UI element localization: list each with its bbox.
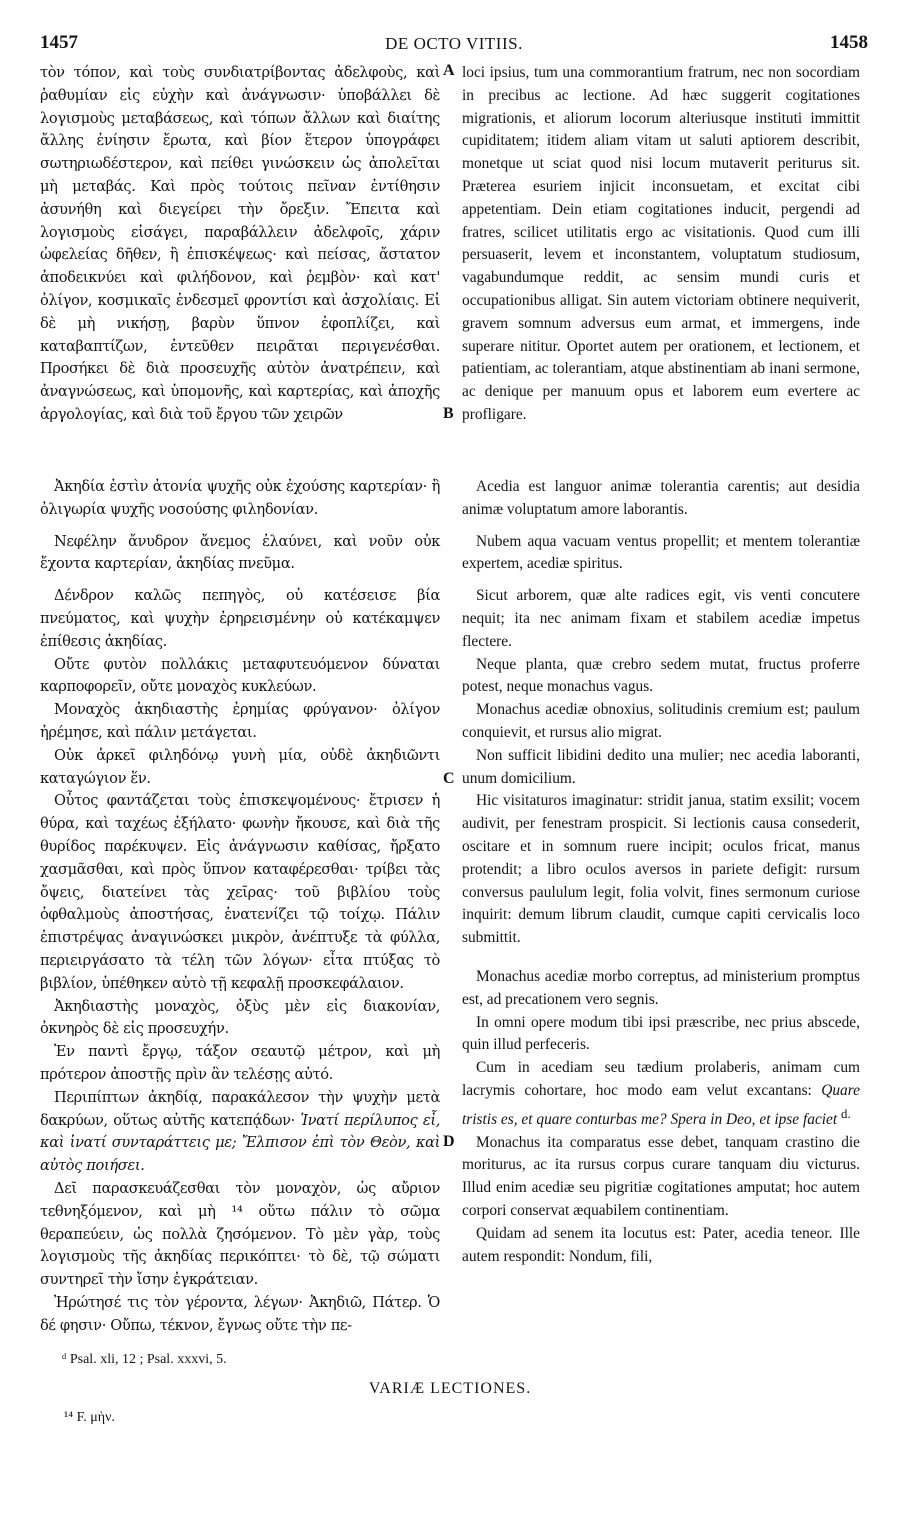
latin-saying-7: Hic visitaturos imaginatur: stridit janua, statim exsilit; vocem audivit, per fenestram prospicit. Si lectionis causa consederit, oscitare et in somnum ruere incipit; oculos fricat, manus protendit; a libro oculos aversos in pariete defigit: rursum conversus paululum legit, folia volvit, fines sermonum curiose inquirit: demum librum claudit, cumque capiti cervicalis loco submittit. xyxy=(462,792,860,947)
latin-saying-2: Nubem aqua vacuam ventus propellit; et mentem tolerantiæ expertem, acediæ spiritus. xyxy=(462,532,860,573)
page-number-left: 1457 xyxy=(40,32,78,53)
latin-saying-1: Acedia est languor animæ tolerantia carentis; aut desidia animæ voluptatum amore laborantis. xyxy=(462,478,860,518)
page-number-right: 1458 xyxy=(830,32,868,53)
greek-saying-10-quote: Ἱνατί περίλυπος εἶ, καὶ ἱνατί συνταράττεις με; Ἔλπισον ἐπὶ τὸν Θεὸν, καὶ αὐτὸς ποιήσει. xyxy=(40,1111,441,1175)
latin-saying-4: Neque planta, quæ crebro sedem mutat, fructus proferre potest, neque monachus vagus. xyxy=(462,655,860,696)
latin-column-intro xyxy=(462,62,860,427)
greek-saying-10-text: Περιπίπτων ἀκηδίᾳ, παρακάλεσον τὴν ψυχὴν μετὰ δακρύων, οὕτως αὐτῆς κατεπᾴδων· xyxy=(40,1088,440,1129)
greek-saying-2: Νεφέλην ἄνυδρον ἄνεμος ἐλαύνει, καὶ νοῦν οὐκ ἔχοντα καρτερίαν, ἀκηδίας πνεῦμα. xyxy=(40,532,440,573)
latin-saying-3: Sicut arborem, quæ alte radices egit, vis venti concutere nequit; ita nec animam fixam et stabilem acediæ impetus flectere. xyxy=(462,587,860,650)
running-title: DE OCTO VITIIS. xyxy=(385,34,523,53)
greek-column-intro xyxy=(40,62,440,427)
greek-saying-7: Οὗτος φαντάζεται τοὺς ἐπισκεψομένους· ἔτρισεν ἡ θύρα, καὶ ταχέως ἐξήλατο· φωνὴν ἤκουσε, καὶ διὰ τῆς θυρίδος παρέκυψεν. Εἰς ἀνάγνωσιν καθίσας, ἤρξατο χασμᾶσθαι, καὶ πρὸς ὕπνον καταφέρεσθαι· τρίβει τὰς ὄψεις, διατείνει τὰς χεῖρας· τοῦ βιβλίου τοὺς ὀφθαλμοὺς ἀποστήσας, ἐνατενίζει τῷ τοίχῳ. Πάλιν ἐπιστρέψας ἀναγινώσκει μικρὸν, ἀνέπτυξε τὰ φύλλα, περιειργάσατο τὰ τέλη τῶν λόγων· εἶτα πτύξας τὸ βιβλίον, ὑπέθηκεν αὐτὸ τῇ κεφαλῇ προσκεφάλαιον. xyxy=(40,792,440,992)
greek-saying-12: Ἠρώτησέ τις τὸν γέροντα, λέγων· Ἀκηδιῶ, Πάτερ. Ὁ δέ φησιν· Οὔπω, τέκνον, ἔγνως οὔτε τὴν πε- xyxy=(40,1293,440,1334)
latin-saying-10 xyxy=(462,1057,860,1132)
variant-reading-note: ¹⁴ F. μὴν. xyxy=(64,1410,115,1425)
latin-saying-6: Non sufficit libidini dedito una mulier; nec acedia laboranti, unum domicilium. xyxy=(462,746,860,787)
greek-saying-10 xyxy=(40,1087,440,1178)
margin-letter-c: C xyxy=(443,770,455,787)
latin-column-sayings xyxy=(462,476,860,1268)
latin-saying-9: In omni opere modum tibi ipsi præscribe, nec prius abscede, quin illud perfeceris. xyxy=(462,1013,860,1054)
latin-saying-11: Monachus ita comparatus esse debet, tanquam crastino die moriturus, ac ita rursus corpus curare tanquam diu victurus. Illud enim acediæ seu pigritiæ cogitationes amputat; hoc autem corpori conservat æquabilem continentiam. xyxy=(462,1133,860,1220)
latin-saying-10-quote: Quare tristis es, et quare conturbas me? Spera in Deo, et ipse faciet xyxy=(462,1081,860,1128)
greek-saying-9: Ἐν παντὶ ἔργῳ, τάξον σεαυτῷ μέτρον, καὶ μὴ πρότερον ἀποστῇς πρὶν ἂν τελέσῃς αὐτό. xyxy=(40,1043,440,1083)
footnote-marker-d: d. xyxy=(841,1106,851,1121)
running-head xyxy=(40,32,868,56)
greek-saying-11: Δεῖ παρασκευάζεσθαι τὸν μοναχὸν, ὡς αὔριον τεθνηξόμενον, καὶ μὴ ¹⁴ οὕτω πάλιν τὸ σῶμα θεραπεύειν, ὡς πολλὰ ζησόμενον. Τὸ μὲν γὰρ, τοὺς λογισμοὺς τῆς ἀκηδίας περικόπτει· τὸ δὲ, τῷ σώματι συντηρεῖ τὴν ἴσην ἐγκράτειαν. xyxy=(40,1179,440,1289)
latin-paragraph: loci ipsius, tum una commorantium fratrum, nec non socordiam in precibus ac lectione. Ad hæc suggerit cogitationes migrationis, et aliorum locorum alteriusque instituti immittit cupiditatem; itidem aliam vitam ut saluti aptiorem describit, monetque ut sciat quod nisi locum mutaverit periturus sit. Præterea esuriem injicit inconsuetam, et excitat cibi appetentiam. Dein etiam cogitationes inducit, pergendi ad fratres, scilicet utilitatis ergo ac visitationis. Quod cum illi persuaserit, levem et inconstantem, voluptatum studiosum, vagabundumque reddit, ac sensim mundi curis et occupationibus alligat. Sin autem victoriam obtinere nequiverit, gravem somnum adversus eum armat, et immergens, inde superare nititur. Oportet autem per orationem, et lectionem, et patientiam, ac tolerantiam, atque abstinentiam ab inani sermone, ac denique per manuum opus et laborem eum evertere ac profligare. xyxy=(462,64,860,423)
variae-lectiones-heading: VARIÆ LECTIONES. xyxy=(368,1380,532,1397)
margin-letter-d: D xyxy=(443,1133,455,1150)
greek-saying-8: Ἀκηδιαστὴς μοναχὸς, ὀξὺς μὲν εἰς διακονίαν, ὀκνηρὸς δὲ εἰς προσευχήν. xyxy=(40,997,440,1038)
greek-saying-1: Ἀκηδία ἐστὶν ἀτονία ψυχῆς οὐκ ἐχούσης καρτερίαν· ἢ ὀλιγωρία ψυχῆς νοσούσης φιληδονίαν. xyxy=(40,478,440,518)
latin-saying-5: Monachus acediæ obnoxius, solitudinis cremium est; paulum conquievit, et rursus alio migrat. xyxy=(462,701,860,741)
greek-saying-3: Δένδρον καλῶς πεπηγὸς, οὐ κατέσεισε βία πνεύματος, καὶ ψυχὴν ἐρηρεισμένην οὐ κατέκαμψεν ἐπίθεσις ἀκηδίας. xyxy=(40,587,440,650)
margin-letter-a: A xyxy=(443,62,455,79)
greek-saying-6: Οὐκ ἀρκεῖ φιληδόνῳ γυνὴ μία, οὐδὲ ἀκηδιῶντι καταγώγιον ἕν. xyxy=(40,746,440,787)
footnote: ᵈ Psal. xli, 12 ; Psal. xxxvi, 5. xyxy=(62,1352,227,1367)
latin-saying-10-text: Cum in acediam seu tædium prolaberis, animam cum lacrymis cohortare, hoc modo eam velut excantans: xyxy=(462,1059,860,1099)
greek-saying-4: Οὔτε φυτὸν πολλάκις μεταφυτευόμενον δύναται καρποφορεῖν, οὔτε μοναχὸς κυκλεύων. xyxy=(40,655,440,696)
latin-saying-12: Quidam ad senem ita locutus est: Pater, acedia teneor. Ille autem respondit: Nondum, fili, xyxy=(462,1224,860,1265)
greek-paragraph: τὸν τόπον, καὶ τοὺς συνδιατρίβοντας ἀδελφοὺς, καὶ ῥαθυμίαν εἰς εὐχὴν καὶ ἀνάγνωσιν· ὑποβάλλει δὲ λογισμοὺς μεταβάσεως, καὶ τόπων ἄλλων καὶ διαίτης ἄλλης ἐνίησιν ἔρωτα, καὶ βίον ἕτερον ὑπογράφει σωτηριωδέστερον, καὶ πείθει γινώσκειν ὡς ἀπολεῖται μὴ μεταβάς. Καὶ πρὸς τούτοις πεῖναν ἐντίθησιν ἀσυνήθη καὶ διεγείρει τὴν ὄρεξιν. Ἔπειτα καὶ λογισμοὺς εἰσάγει, παραβάλλειν ἀδελφοῖς, χάριν ὠφελείας δῆθεν, ἢ ἐπισκέψεως· καὶ πείσας, ἄστατον ἀποδεικνύει καὶ φιλήδονον, καὶ ῥεμβὸν· καὶ κατ' ὀλίγον, κοσμικαῖς ἐνδεσμεῖ φροντίσι καὶ ἀσχολίαις. Εἰ δὲ μὴ νικήσῃ, βαρὺν ὕπνον ἐφοπλίζει, καὶ καταβαπτίζων, ἐντεῦθεν πειρᾶται περιγενέσθαι. Προσήκει δὲ διὰ προσευχῆς αὐτὸν ἀνατρέπειν, καὶ ἀναγνώσεως, καὶ ὑπομονῆς, καὶ καρτερίας, καὶ ἀποχῆς ἀργολογίας, καὶ διὰ τοῦ ἔργου τῶν χειρῶν xyxy=(40,64,440,423)
greek-saying-5: Μοναχὸς ἀκηδιαστὴς ἐρημίας φρύγανον· ὀλίγον ἠρέμησε, καὶ πάλιν μετάγεται. xyxy=(40,701,440,741)
margin-letter-b: B xyxy=(443,405,454,422)
latin-saying-8: Monachus acediæ morbo correptus, ad ministerium promptus est, ad precationem vero segnis. xyxy=(462,967,860,1008)
greek-column-sayings xyxy=(40,476,440,1337)
